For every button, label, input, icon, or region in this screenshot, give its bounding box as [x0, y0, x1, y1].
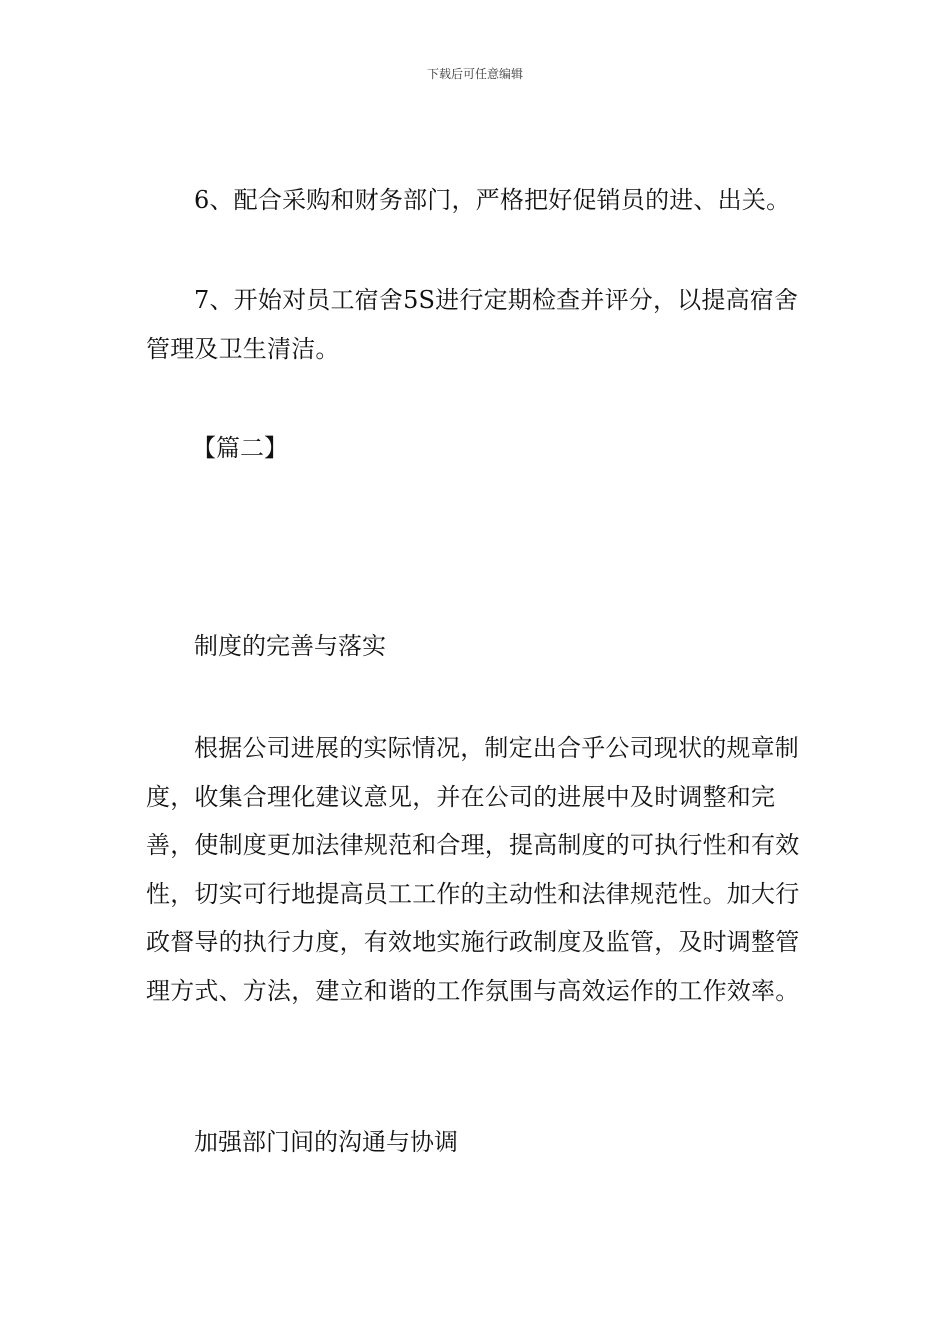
list-item-7: 7、开始对员工宿舍5S进行定期检查并评分，以提高宿舍管理及卫生清洁。: [146, 286, 799, 363]
section-heading-system: 制度的完善与落实: [194, 632, 386, 660]
list-item-6: 6、配合采购和财务部门，严格把好促销员的进、出关。: [194, 186, 791, 214]
section-heading-communication: 加强部门间的沟通与协调: [194, 1128, 458, 1156]
paragraph-system: 根据公司进展的实际情况，制定出合乎公司现状的规章制度，收集合理化建议意见，并在公司的进展中及时调整和完善，使制度更加法律规范和合理，提高制度的可执行性和有效性，切实可行地提高员工工作的主动性和法律规范性。加大行政督导的执行力度，有效地实施行政制度及监管，及时调整管理方式、方法，建立和谐的工作氛围与高效运作的工作效率。: [146, 734, 800, 1005]
page-header: 下载后可任意编辑: [426, 67, 523, 81]
section-label: 【篇二】: [192, 434, 288, 462]
